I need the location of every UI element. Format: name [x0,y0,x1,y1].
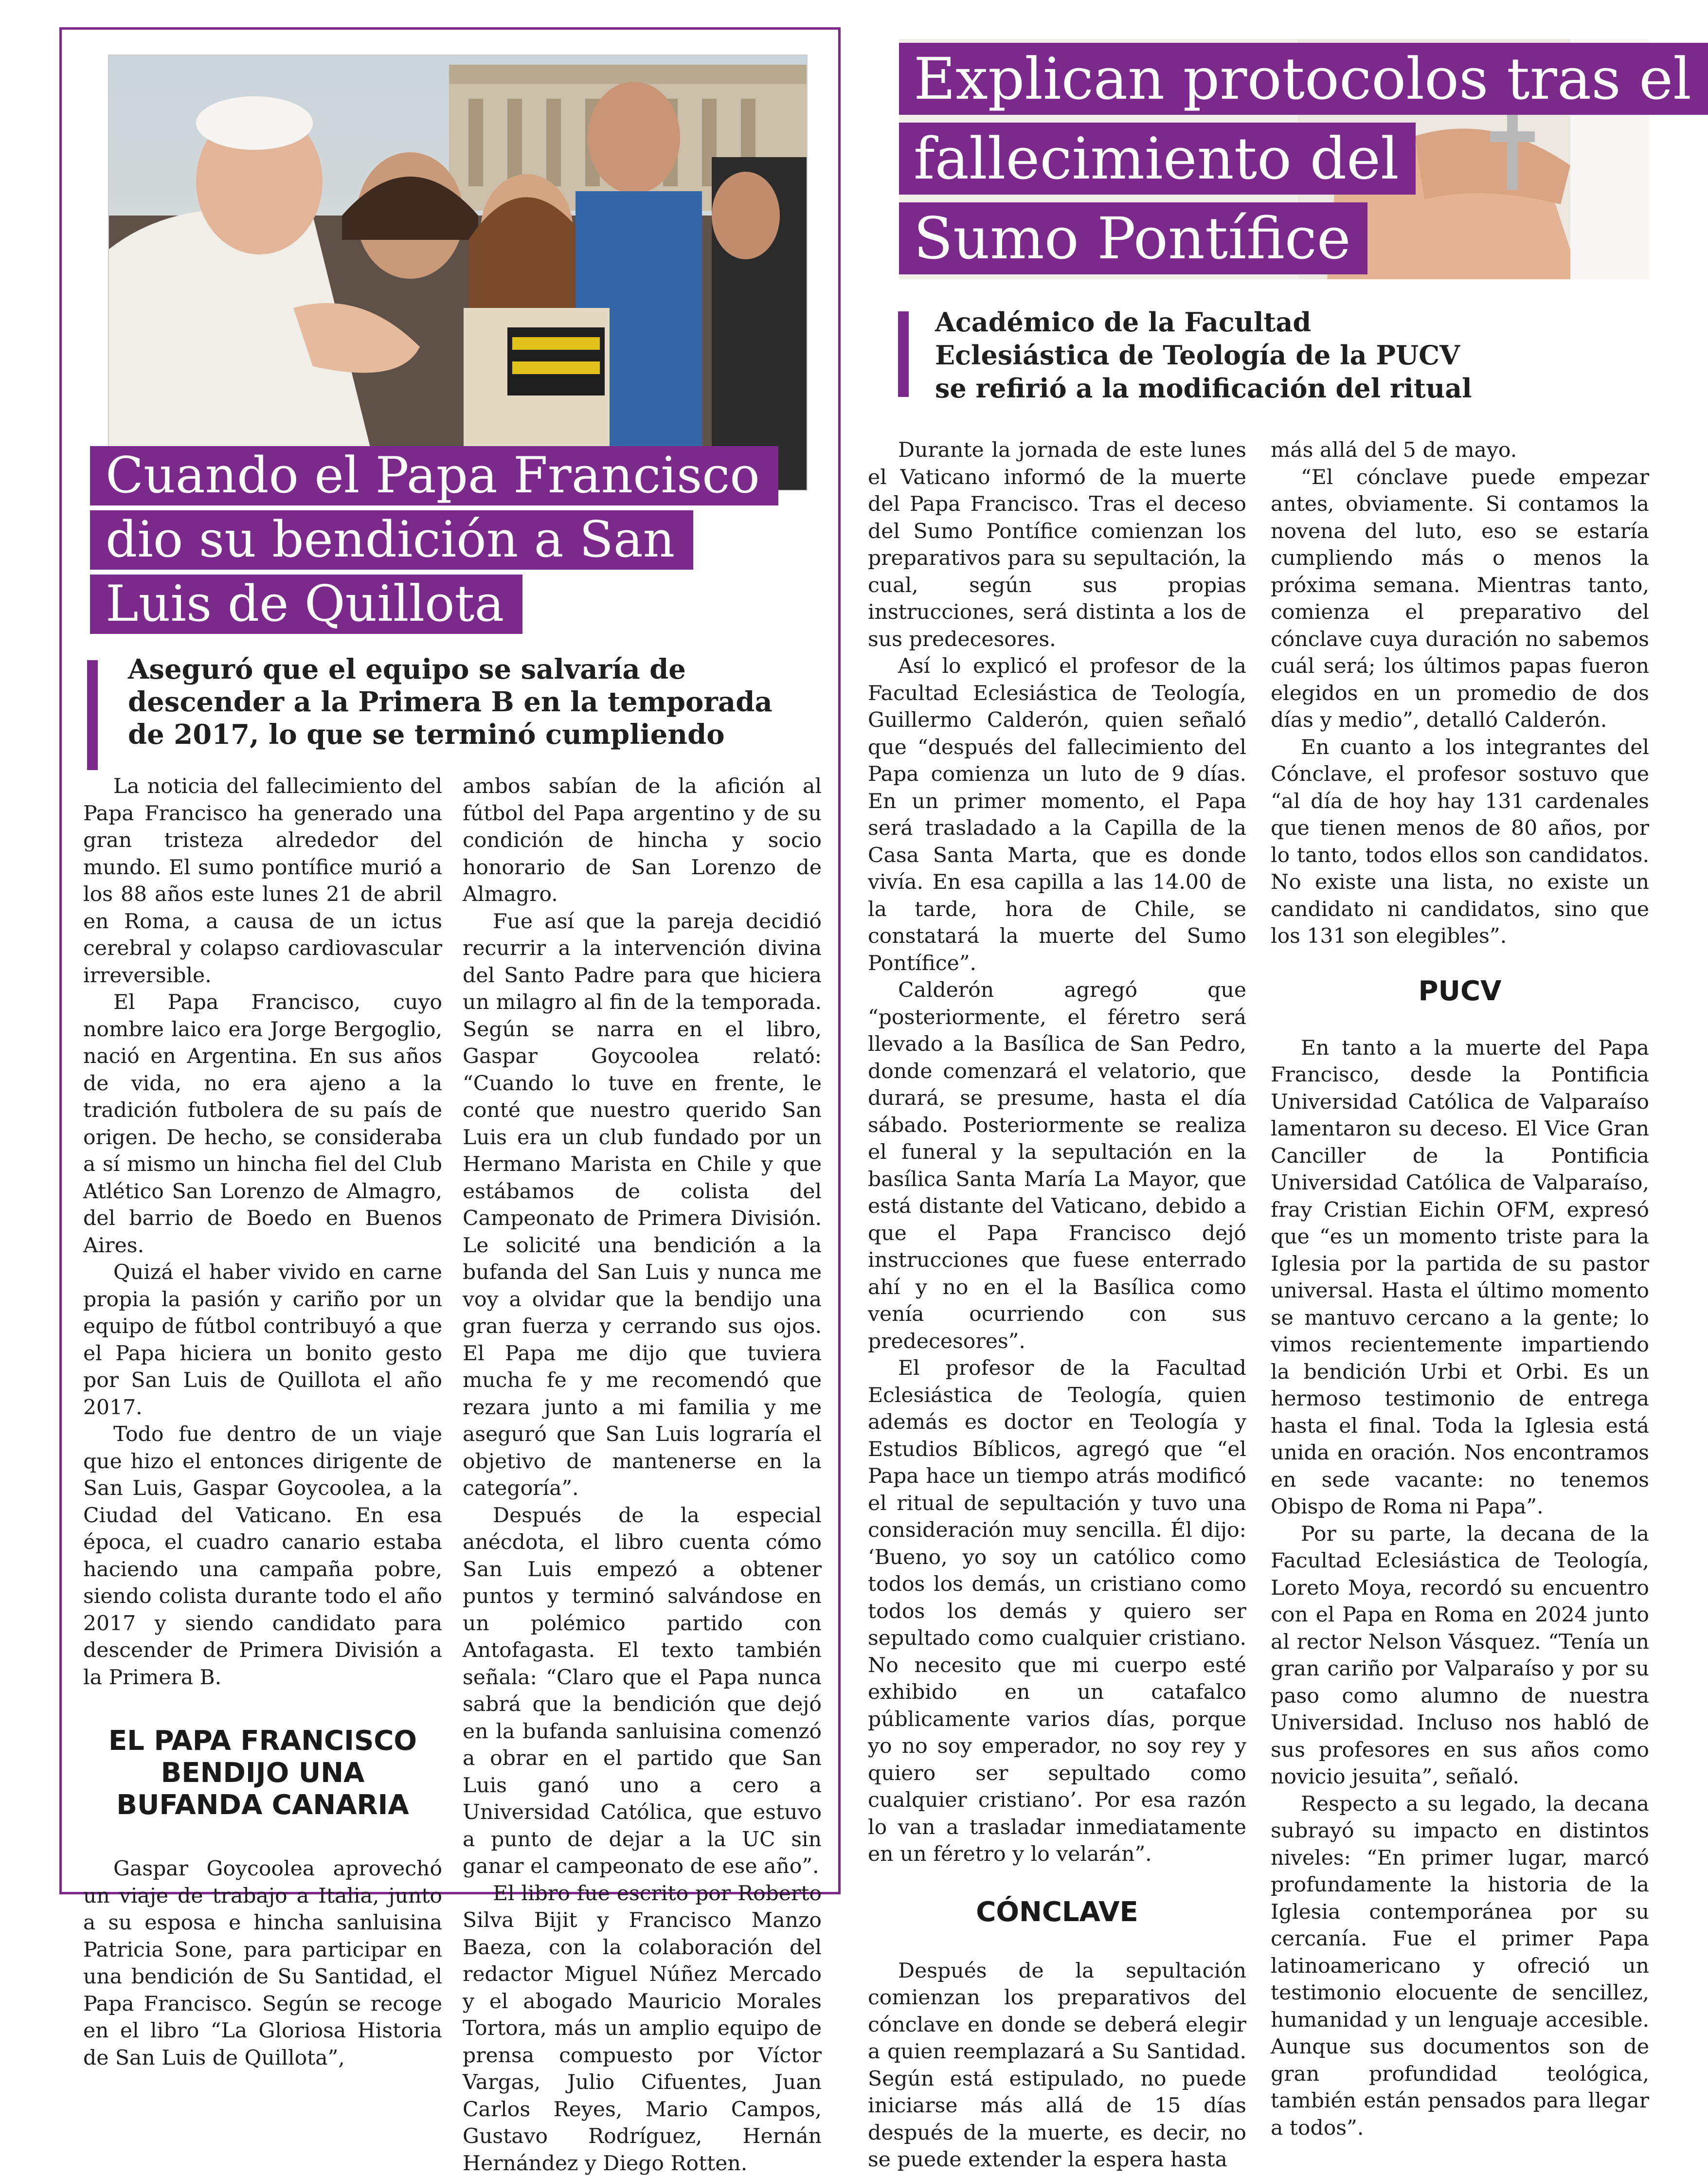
paragraph: El profesor de la Facultad Eclesiástica de Teología, quien además es doctor en Teología y Estudios Bíblicos, agregó que “el Papa hace un tiempo atrás modificó el ritual de sepultación y tuvo una consideración muy sencilla. Él dijo: ‘Bueno, yo soy un católico como todos los demás, un cristiano como todos los demás y quiero ser sepultado como cualquier cristiano. No necesito que mi cuerpo esté exhibido en un catafalco públicamente varios días, porque yo no soy emperador, no soy rey y quiero ser sepultado como cualquier cristiano’. Por esa razón lo van a trasladar inmediatamente en un féretro y lo velarán”. [868,1355,1246,1868]
right-headline-line-1: Explican protocolos tras el [899,43,1708,115]
paragraph: ambos sabían de la afición al fútbol del Papa argentino y de su condición de hincha y socio honorario de San Lorenzo de Almagro. [463,773,822,908]
paragraph: Quizá el haber vivido en carne propia la pasión y cariño por un equipo de fútbol contribuyó a que el Papa hiciera un bonito gesto por San Luis de Quillota el año 2017. [83,1259,442,1421]
section-heading-pucv: PUCV [1271,975,1649,1008]
left-headline-line-3: Luis de Quillota [90,575,522,634]
left-subtitle-line-3: de 2017, lo que se terminó cumpliendo [128,719,838,751]
paragraph: más allá del 5 de mayo. [1271,437,1649,464]
right-column-1 [868,437,1246,2174]
paragraph: El Papa Francisco, cuyo nombre laico era Jorge Bergoglio, nació en Argentina. En sus años de vida, no era ajeno a la tradición futbolera de su país de origen. De hecho, se consideraba a sí mismo un hincha fiel del Club Atlético San Lorenzo de Almagro, del barrio de Boedo en Buenos Aires. [83,989,442,1259]
left-headline-line-1: Cuando el Papa Francisco [90,446,778,505]
right-subtitle-line-2: Eclesiástica de Teología de la PUCV [935,339,1626,372]
paragraph: Después de la sepultación comienzan los preparativos del cónclave en donde se deberá elegir a quien reemplazará a Su Santidad. Según está estipulado, no puede iniciarse más allá de 15 días después de la muerte, es decir, no se puede extender la espera hasta [868,1958,1246,2174]
paragraph: Durante la jornada de este lunes el Vaticano informó de la muerte del Papa Francisco. Tras el deceso del Sumo Pontífice comienzan los preparativos para su sepultación, la cual, según sus propias instrucciones, será distinta a los de sus predecesores. [868,437,1246,653]
left-headline-line-2: dio su bendición a San [90,510,693,570]
right-subtitle-bar [898,311,909,397]
left-subtitle [128,653,838,751]
paragraph: Fue así que la pareja decidió recurrir a la intervención divina del Santo Padre para que hiciera un milagro al fin de la temporada. Según se narra en el libro, Gaspar Goycoolea relató: “Cuando lo tuve en frente, le conté que nuestro querido San Luis era un club fundado por un Hermano Marista en Chile y que estábamos de colista del Campeonato de Primera División. Le solicité una bendición a la bufanda del San Luis y nunca me voy a olvidar que la bendijo una gran fuerza y cerrando sus ojos. El Papa me dijo que tuviera mucha fe y me recomendó que rezara junto a mi familia y me aseguró que San Luis lograría el objetivo de mantenerse en la categoría”. [463,908,822,1502]
paragraph: Respecto a su legado, la decana subrayó su impacto en distintos niveles: “En primer lugar, marcó profundamente la historia de la Iglesia contemporánea por su cercanía. Fue el primer Papa latinoamericano y ofreció un testimonio elocuente de sencillez, humanidad y un lenguaje accesible. Aunque sus documentos son de gran profundidad teológica, también están pensados para llegar a todos”. [1271,1791,1649,2142]
paragraph: El libro fue escrito por Roberto Silva Bijit y Francisco Manzo Baeza, con la colaboración del redactor Miguel Núñez Mercado y el abogado Mauricio Morales Tortora, más un amplio equipo de prensa compuesto por Víctor Vargas, Julio Cifuentes, Juan Carlos Reyes, Mario Campos, Gustavo Rodríguez, Hernán Hernández y Diego Rotten. [463,1880,822,2177]
left-article-frame [59,27,841,1894]
section-heading-line: BUFANDA CANARIA [83,1789,442,1821]
right-column-2 [1271,437,1649,2141]
left-subtitle-line-2: descender a la Primera B en la temporada [128,686,838,719]
paragraph: Después de la especial anécdota, el libro cuenta cómo San Luis empezó a obtener puntos y terminó salvándose en un polémico partido con Antofagasta. El texto también señala: “Claro que el Papa nunca sabrá que la bendición que dejó en la bufanda sanluisina comenzó a obrar en el partido que San Luis ganó uno a cero a Universidad Católica, que estuvo a punto de dejar a la UC sin ganar el campeonato de ese año”. [463,1502,822,1880]
left-column-1 [83,773,442,2071]
right-headline-line-2: fallecimiento del [899,123,1416,195]
left-subtitle-bar [87,660,98,770]
paragraph: Todo fue dentro de un viaje que hizo el entonces dirigente de San Luis, Gaspar Goycoolea, a la Ciudad del Vaticano. En esa época, el cuadro canario estaba haciendo una campaña pobre, siendo colista durante todo el año 2017 y siendo candidato para descender de Primera División a la Primera B. [83,1421,442,1691]
section-heading-bufanda [83,1725,442,1821]
right-subtitle-line-1: Académico de la Facultad [935,306,1626,339]
paragraph: La noticia del fallecimiento del Papa Francisco ha generado una gran tristeza alrededor del mundo. El sumo pontífice murió a los 88 años este lunes 21 de abril en Roma, a causa de un ictus cerebral y colapso cardiovascular irreversible. [83,773,442,989]
left-column-2 [463,773,822,2177]
right-subtitle [935,306,1626,405]
paragraph: Así lo explicó el profesor de la Facultad Eclesiástica de Teología, Guillermo Calderón, quien señaló que “después del fallecimiento del Papa comienza un luto de 9 días. En un primer momento, el Papa será trasladado a la Capilla de la Casa Santa Marta, que es donde vivía. En esa capilla a las 14.00 de la tarde, hora de Chile, se constatará la muerte del Sumo Pontífice”. [868,653,1246,977]
paragraph: Calderón agregó que “posteriormente, el féretro será llevado a la Basílica de San Pedro, donde comenzará el velatorio, que durará, se presume, hasta el día sábado. Posteriormente se realiza el funeral y la sepultación en la basílica Santa María La Mayor, que está distante del Vaticano, debido a que el Papa Francisco dejó instrucciones que fuese enterrado ahí y no en el la Basílica como venía ocurriendo con sus predecesores”. [868,977,1246,1355]
section-heading-conclave: CÓNCLAVE [868,1896,1246,1928]
paragraph: En cuanto a los integrantes del Cónclave, el profesor sostuvo que “al día de hoy hay 131 cardenales que tienen menos de 80 años, por lo tanto, todos ellos son candidatos. No existe una lista, no existe un candidato ni candidatos, sino que los 131 son elegibles”. [1271,734,1649,950]
papa-francisco-bendicion-photo [108,55,807,490]
paragraph: Por su parte, la decana de la Facultad Eclesiástica de Teología, Loreto Moya, recordó su encuentro con el Papa en Roma en 2024 junto al rector Nelson Vásquez. “Tenía un gran cariño por Valparaíso y por su paso como alumno de nuestra Universidad. Incluso nos habló de sus profesores en sus años como novicio jesuita”, señaló. [1271,1521,1649,1791]
right-headline-line-3: Sumo Pontífice [899,202,1367,274]
paragraph: “El cónclave puede empezar antes, obviamente. Si contamos la novena del luto, eso se estaría cumpliendo más o menos la próxima semana. Mientras tanto, comienza el preparativo del cónclave cuya duración no sabemos cuál será; los últimos papas fueron elegidos en un promedio de dos días y medio”, detalló Calderón. [1271,464,1649,734]
paragraph: En tanto a la muerte del Papa Francisco, desde la Pontificia Universidad Católica de Valparaíso lamentaron su deceso. El Vice Gran Canciller de la Pontificia Universidad Católica de Valparaíso, fray Cristian Eichin OFM, expresó que “es un momento triste para la Iglesia por la partida de su pastor universal. Hasta el último momento se mantuvo cercano a la gente; lo vimos recientemente impartiendo la bendición Urbi et Orbi. Es un hermoso testimonio de entrega hasta el final. Toda la Iglesia está unida en oración. Nos encontramos en sede vacante: no tenemos Obispo de Roma ni Papa”. [1271,1035,1649,1521]
section-heading-line: EL PAPA FRANCISCO [83,1725,442,1757]
paragraph: Gaspar Goycoolea aprovechó un viaje de trabajo a Italia, junto a su esposa e hincha sanluisina Patricia Sone, para participar en una bendición de Su Santidad, el Papa Francisco. Según se recoge en el libro “La Gloriosa Historia de San Luis de Quillota”, [83,1855,442,2071]
right-subtitle-line-3: se refirió a la modificación del ritual [935,372,1626,405]
left-subtitle-line-1: Aseguró que el equipo se salvaría de [128,653,838,686]
section-heading-line: BENDIJO UNA [83,1757,442,1789]
